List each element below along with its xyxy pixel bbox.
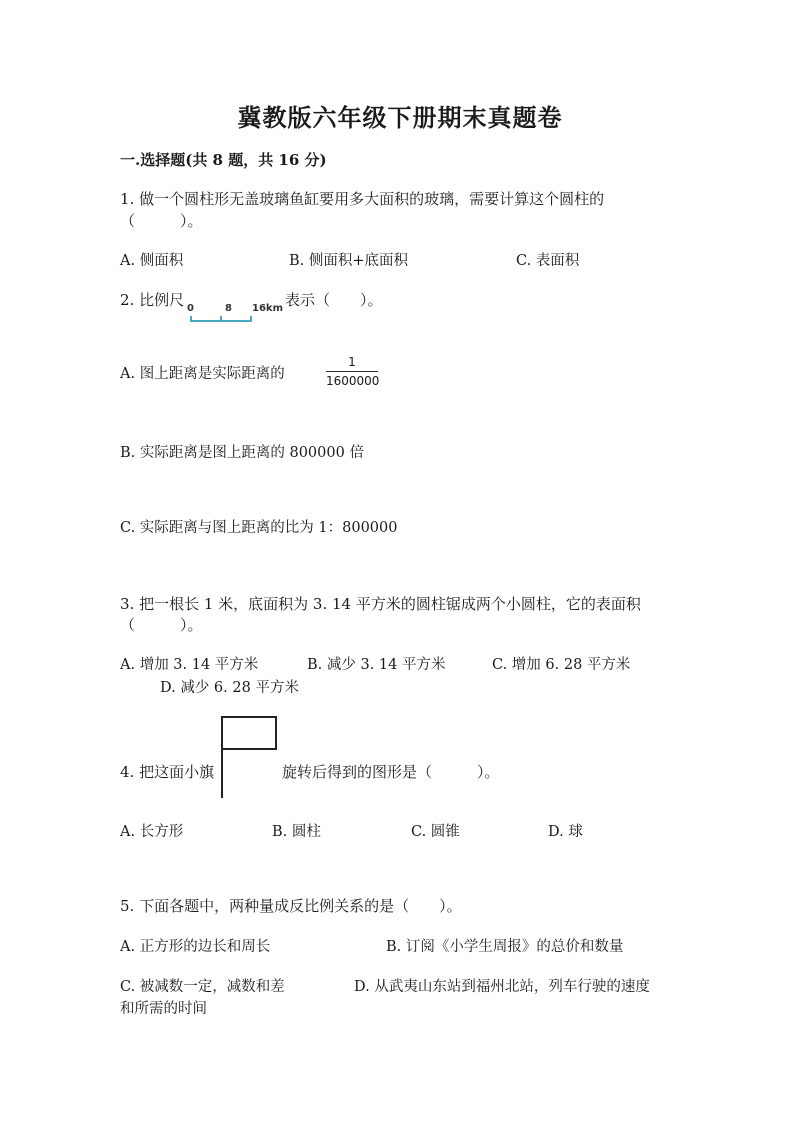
question-2-stem-end: 表示（ ）。: [285, 291, 383, 309]
scale-tick: [190, 316, 192, 322]
question-2-option-b: B. 实际距离是图上距离的 800000 倍: [120, 445, 364, 461]
question-1-stem: 1. 做一个圆柱形无盖玻璃鱼缸要用多大面积的玻璃，需要计算这个圆柱的: [120, 190, 605, 208]
question-3-option-d: D. 减少 6. 28 平方米: [160, 680, 299, 696]
question-3-blank: （ ）。: [120, 616, 203, 634]
question-4-option-a: A. 长方形: [120, 824, 184, 840]
question-4-stem: 4. 把这面小旗: [120, 763, 215, 781]
question-2-option-c: C. 实际距离与图上距离的比为 1：800000: [120, 520, 398, 536]
question-2-option-a: A. 图上距离是实际距离的: [120, 366, 285, 382]
flag-figure: [220, 716, 280, 800]
question-5-option-b: B. 订阅《小学生周报》的总价和数量: [386, 939, 624, 955]
question-1-option-c: C. 表面积: [516, 253, 580, 269]
scale-label-0: 0: [187, 303, 194, 314]
question-1-blank: （ ）。: [120, 212, 203, 230]
scale-tick: [250, 316, 252, 322]
question-4-stem-end: 旋转后得到的图形是（ ）。: [282, 763, 500, 781]
section-heading: 一.选择题(共 8 题，共 16 分): [120, 151, 327, 169]
question-1-option-a: A. 侧面积: [120, 253, 184, 269]
question-5-option-d: D. 从武夷山东站到福州北站，列车行驶的速度: [354, 979, 650, 995]
question-5-option-d-cont: 和所需的时间: [120, 1001, 207, 1017]
question-3-option-b: B. 减少 3. 14 平方米: [307, 657, 446, 673]
question-4-option-c: C. 圆锥: [411, 824, 460, 840]
question-5-option-c: C. 被减数一定，减数和差: [120, 979, 285, 995]
fraction-denominator: 1600000: [326, 374, 380, 388]
scale-label-8: 8: [225, 303, 232, 314]
question-5-stem: 5. 下面各题中，两种量成反比例关系的是（ ）。: [120, 897, 462, 915]
page-title: 冀教版六年级下册期末真题卷: [237, 103, 563, 132]
flag-cloth: [221, 716, 277, 750]
question-1-option-b: B. 侧面积+底面积: [289, 253, 409, 269]
fraction-numerator: 1: [348, 355, 356, 369]
question-3-option-a: A. 增加 3. 14 平方米: [120, 657, 259, 673]
scale-label-16km: 16km: [252, 303, 283, 314]
fraction: [326, 354, 378, 389]
question-4-option-b: B. 圆柱: [272, 824, 321, 840]
question-4-option-d: D. 球: [548, 824, 583, 840]
question-3-stem: 3. 把一根长 1 米，底面积为 3. 14 平方米的圆柱锯成两个小圆柱，它的表面积: [120, 595, 641, 613]
question-2-stem: 2. 比例尺: [120, 291, 185, 309]
question-5-option-a: A. 正方形的边长和周长: [120, 939, 271, 955]
scale-bar-figure: [186, 300, 282, 328]
fraction-bar: [326, 371, 378, 372]
scale-tick: [220, 316, 222, 322]
question-3-option-c: C. 增加 6. 28 平方米: [492, 657, 631, 673]
